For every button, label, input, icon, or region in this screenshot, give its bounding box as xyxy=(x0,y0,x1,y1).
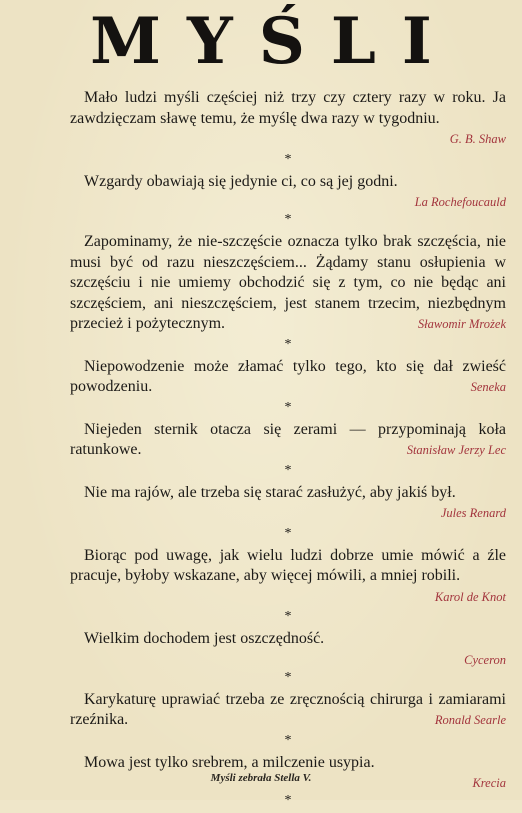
quote-6 xyxy=(70,483,506,524)
quote-7 xyxy=(70,546,506,608)
page-title: MYŚLI xyxy=(90,4,458,79)
quote-text: Wzgardy obawiają się jedynie ci, co są jej godni. xyxy=(84,172,398,190)
separator: * xyxy=(284,462,292,478)
quote-text: Niepowodzenie może złamać tylko tego, kto się dał zwieść powodzeniu. xyxy=(70,357,506,395)
quote-2 xyxy=(70,172,506,211)
separator: * xyxy=(284,669,292,685)
separator: * xyxy=(284,793,292,808)
quote-text: Wielkim dochodem jest oszczędność. xyxy=(84,630,325,647)
separator: * xyxy=(284,525,292,541)
separator: * xyxy=(284,609,292,624)
quote-text: Zapominamy, że nie-szczęście oznacza tylko brak szczęścia, nie musi być od razu nieszczęściem... Żądamy stanu osłupienia w szczęściu i nie umiemy obchodzić się z tym, co nie będąc ani szczęściem, ani nieszczęściem, jest stanem trzecim, niezbędnym przecież i pożytecznym. xyxy=(70,233,506,332)
quote-author: G. B. Shaw xyxy=(449,132,506,146)
quote-9 xyxy=(70,690,506,731)
separator: * xyxy=(284,336,292,352)
quote-8 xyxy=(70,629,506,668)
quote-1 xyxy=(70,88,506,150)
separator: * xyxy=(284,399,292,415)
quote-author: Cyceron xyxy=(464,652,506,667)
separator: * xyxy=(284,212,292,227)
quote-author: Stanisław Jerzy Lec xyxy=(406,443,506,457)
quote-author: Karol de Knot xyxy=(434,589,506,604)
quote-author: Sławomir Mrożek xyxy=(417,317,506,331)
quote-author: Jules Renard xyxy=(440,506,506,520)
quote-text: Mowa jest tylko srebrem, a milczenie usypia. xyxy=(84,753,375,771)
quote-text: Niejeden sternik otacza się zerami — przypominają koła ratunkowe. xyxy=(70,420,506,458)
quotes-list xyxy=(70,88,506,813)
quote-3 xyxy=(70,232,506,335)
quote-text: Karykaturę uprawiać trzeba ze zręcznością chirurga i zamiarami rzeźnika. xyxy=(70,690,506,728)
quote-text: Biorąc pod uwagę, jak wielu ludzi dobrze umie mówić a źle pracuje, byłoby wskazane, aby więcej mówili, a mniej robili. xyxy=(70,546,506,584)
quote-author: Seneka xyxy=(470,380,506,394)
quote-text: Mało ludzi myśli częściej niż trzy czy cztery razy w roku. Ja zawdzięczam sławę temu, że myślę dwa razy w tygodniu. xyxy=(70,89,506,127)
separator: * xyxy=(284,151,292,167)
separator: * xyxy=(284,732,292,748)
quote-text: Nie ma rajów, ale trzeba się starać zasłużyć, aby jakiś był. xyxy=(84,483,456,501)
quote-5 xyxy=(70,420,506,461)
footer-credit: Myśli zebrała Stella V. xyxy=(210,772,312,784)
quote-author: Krecia xyxy=(472,776,506,790)
quote-author: La Rochefoucauld xyxy=(414,195,506,209)
quote-author: Ronald Searle xyxy=(434,713,506,727)
quote-4 xyxy=(70,357,506,398)
